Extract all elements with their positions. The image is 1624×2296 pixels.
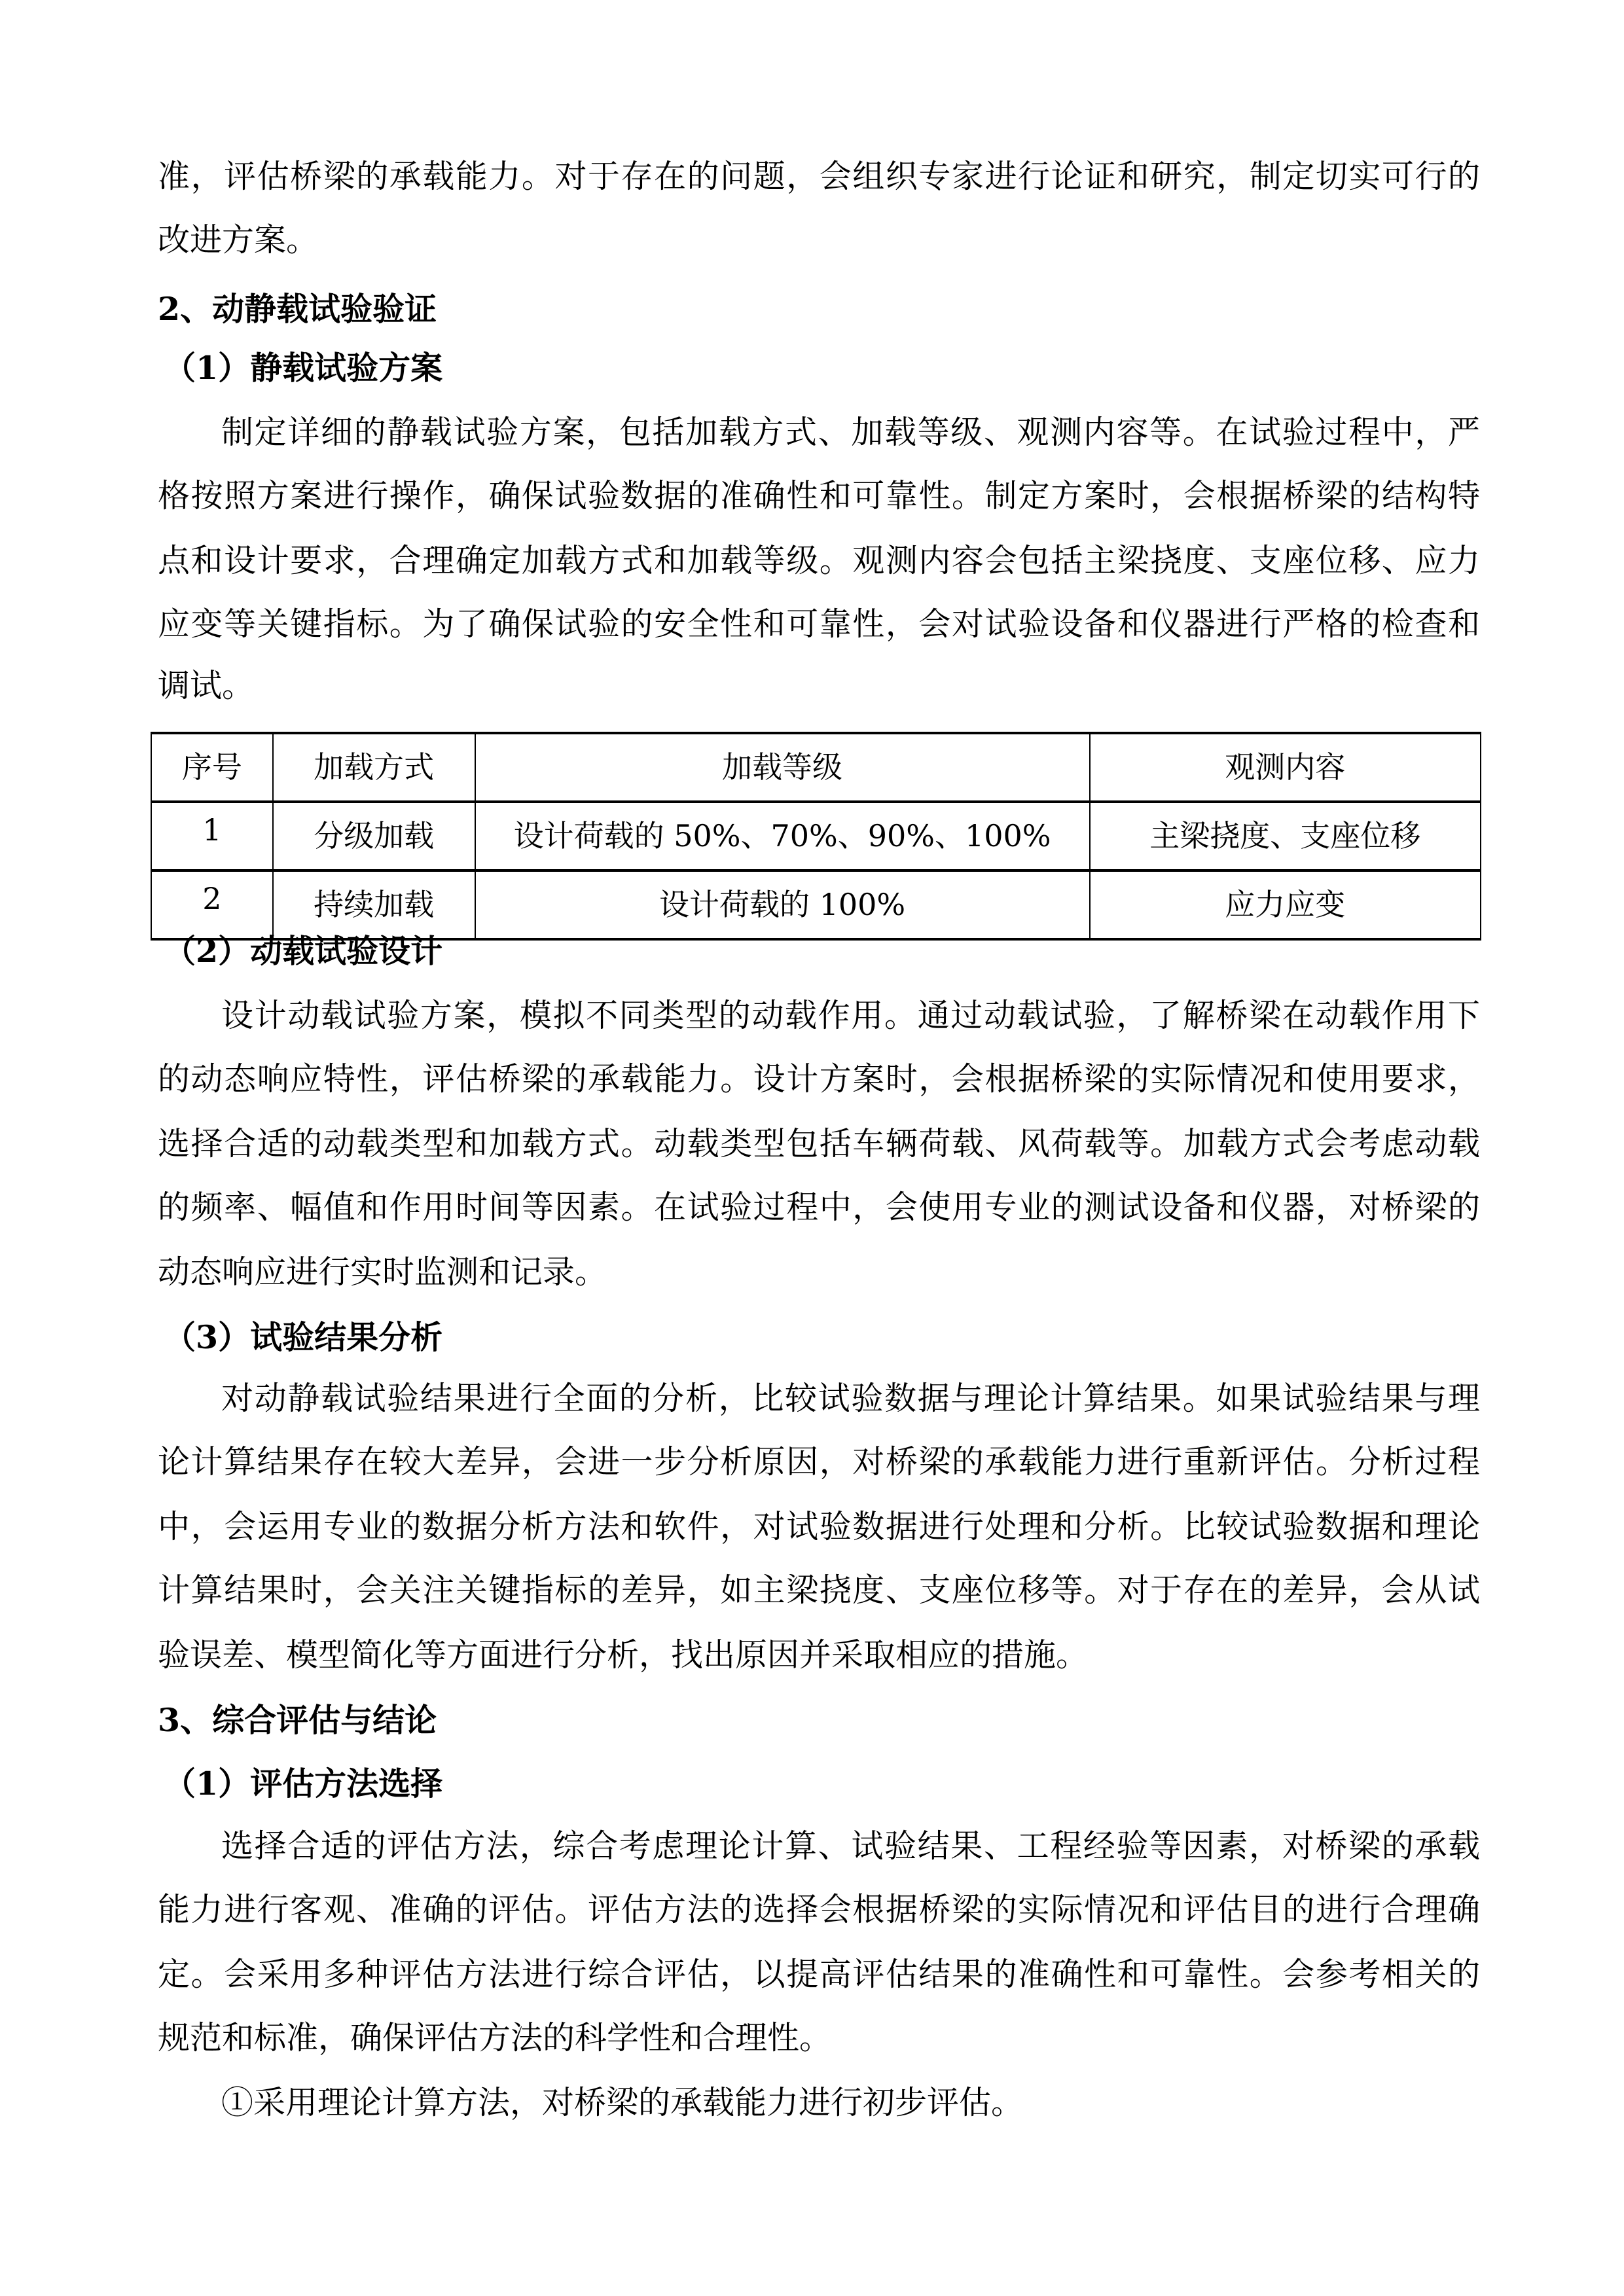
header-cell: 观测内容 bbox=[1090, 733, 1481, 802]
paragraph-line: 应变等关键指标。为了确保试验的安全性和可靠性，会对试验设备和仪器进行严格的检查和 bbox=[158, 605, 1480, 643]
table-cell: 应力应变 bbox=[1090, 870, 1481, 939]
header-cell: 加载等级 bbox=[475, 733, 1090, 802]
table-header-row bbox=[151, 733, 1481, 802]
table-cell: 2 bbox=[151, 870, 273, 939]
paragraph-line: 点和设计要求，合理确定加载方式和加载等级。观测内容会包括主梁挠度、支座位移、应力 bbox=[158, 542, 1480, 579]
paragraph-line: 对动静载试验结果进行全面的分析，比较试验数据与理论计算结果。如果试验结果与理 bbox=[221, 1380, 1480, 1417]
paragraph-line: 制定详细的静载试验方案，包括加载方式、加载等级、观测内容等。在试验过程中，严 bbox=[221, 414, 1480, 451]
paragraph-line: 计算结果时，会关注关键指标的差异，如主梁挠度、支座位移等。对于存在的差异，会从试 bbox=[158, 1571, 1480, 1609]
paragraph-line: 格按照方案进行操作，确保试验数据的准确性和可靠性。制定方案时，会根据桥梁的结构特 bbox=[158, 477, 1480, 514]
subsection-heading: （1）评估方法选择 bbox=[164, 1765, 443, 1803]
header-cell: 加载方式 bbox=[273, 733, 475, 802]
paragraph-line: ①采用理论计算方法，对桥梁的承载能力进行初步评估。 bbox=[221, 2084, 1024, 2121]
section-heading: 2、动静载试验验证 bbox=[158, 290, 437, 328]
paragraph-line: 设计动载试验方案，模拟不同类型的动载作用。通过动载试验，了解桥梁在动载作用下 bbox=[221, 997, 1480, 1034]
subsection-heading: （1）静载试验方案 bbox=[164, 349, 443, 387]
static-load-test-table bbox=[151, 732, 1481, 941]
table-cell: 持续加载 bbox=[273, 870, 475, 939]
subsection-heading: （3）试验结果分析 bbox=[164, 1318, 443, 1356]
paragraph-line: 能力进行客观、准确的评估。评估方法的选择会根据桥梁的实际情况和评估目的进行合理确 bbox=[158, 1891, 1480, 1928]
paragraph-line: 中，会运用专业的数据分析方法和软件，对试验数据进行处理和分析。比较试验数据和理论 bbox=[158, 1508, 1480, 1545]
table-cell: 设计荷载的 50%、70%、90%、100% bbox=[475, 802, 1090, 870]
paragraph-line: 规范和标准，确保评估方法的科学性和合理性。 bbox=[158, 2019, 832, 2056]
paragraph-line: 调试。 bbox=[158, 667, 255, 704]
paragraph-line: 的频率、幅值和作用时间等因素。在试验过程中，会使用专业的测试设备和仪器，对桥梁的 bbox=[158, 1189, 1480, 1226]
table-cell: 分级加载 bbox=[273, 802, 475, 870]
paragraph-line: 选择合适的评估方法，综合考虑理论计算、试验结果、工程经验等因素，对桥梁的承载 bbox=[221, 1827, 1480, 1865]
paragraph-line: 动态响应进行实时监测和记录。 bbox=[158, 1253, 607, 1291]
paragraph-line: 准，评估桥梁的承载能力。对于存在的问题，会组织专家进行论证和研究，制定切实可行的 bbox=[158, 158, 1480, 195]
table-cell: 1 bbox=[151, 802, 273, 870]
paragraph-line: 改进方案。 bbox=[158, 221, 319, 259]
table-row bbox=[151, 802, 1481, 870]
paragraph-line: 验误差、模型简化等方面进行分析，找出原因并采取相应的措施。 bbox=[158, 1636, 1089, 1674]
table-cell: 主梁挠度、支座位移 bbox=[1090, 802, 1481, 870]
paragraph-line: 定。会采用多种评估方法进行综合评估，以提高评估结果的准确性和可靠性。会参考相关的 bbox=[158, 1956, 1480, 1993]
table-cell: 设计荷载的 100% bbox=[475, 870, 1090, 939]
section-heading: 3、综合评估与结论 bbox=[158, 1701, 437, 1739]
header-cell: 序号 bbox=[151, 733, 273, 802]
paragraph-line: 选择合适的动载类型和加载方式。动载类型包括车辆荷载、风荷载等。加载方式会考虑动载 bbox=[158, 1125, 1480, 1162]
subsection-heading: （2）动载试验设计 bbox=[164, 932, 443, 970]
paragraph-line: 论计算结果存在较大差异，会进一步分析原因，对桥梁的承载能力进行重新评估。分析过程 bbox=[158, 1443, 1480, 1480]
table-row bbox=[151, 870, 1481, 939]
paragraph-line: 的动态响应特性，评估桥梁的承载能力。设计方案时，会根据桥梁的实际情况和使用要求， bbox=[158, 1060, 1480, 1098]
